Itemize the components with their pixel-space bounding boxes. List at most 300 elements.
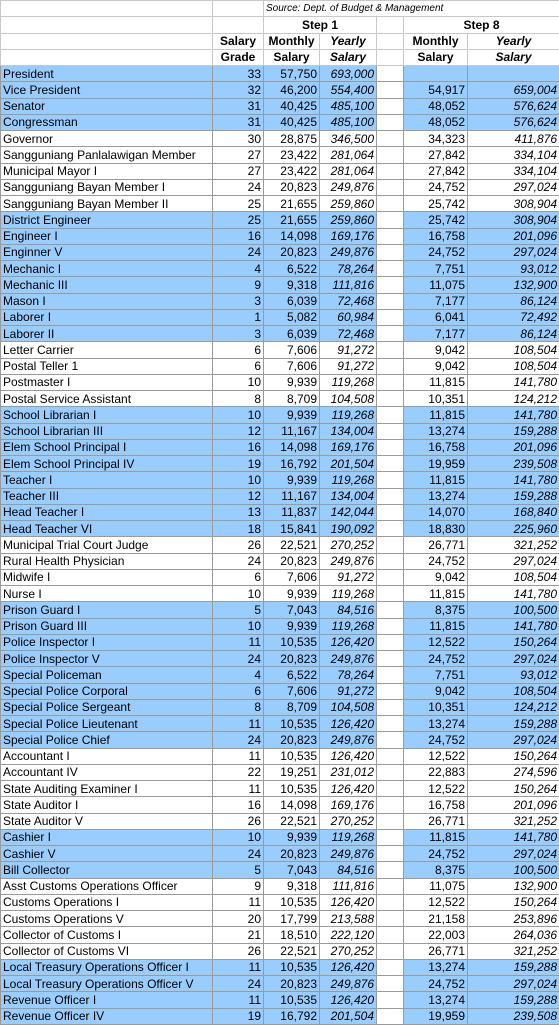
grade-cell: 5 bbox=[213, 602, 264, 618]
step8-yearly-cell: 264,036 bbox=[468, 927, 559, 943]
step8-yearly-cell: 124,212 bbox=[468, 699, 559, 715]
grade-cell: 9 bbox=[213, 878, 264, 894]
table-row bbox=[1, 943, 559, 959]
spacer-cell bbox=[377, 634, 404, 650]
step8-yearly-cell: 201,096 bbox=[468, 797, 559, 813]
step8-yearly-cell: 108,504 bbox=[468, 569, 559, 585]
grade-cell: 22 bbox=[213, 764, 264, 780]
position-cell: Elem School Principal I bbox=[1, 439, 213, 455]
spacer-cell bbox=[377, 228, 404, 244]
step1-monthly-cell: 40,425 bbox=[264, 98, 320, 114]
spacer-cell bbox=[377, 569, 404, 585]
step8-monthly-cell: 12,522 bbox=[404, 748, 468, 764]
position-cell: Cashier V bbox=[1, 846, 213, 862]
table-row bbox=[1, 618, 559, 634]
step1-monthly-cell: 10,535 bbox=[264, 959, 320, 975]
table-row bbox=[1, 98, 559, 114]
step8-monthly-cell: 11,815 bbox=[404, 407, 468, 423]
step1-monthly-cell: 10,535 bbox=[264, 634, 320, 650]
step8-monthly-cell: 16,758 bbox=[404, 797, 468, 813]
step8-monthly-cell: 19,959 bbox=[404, 1008, 468, 1024]
spacer-cell bbox=[377, 326, 404, 342]
step1-yearly-cell: 281,064 bbox=[320, 163, 377, 179]
table-row bbox=[1, 651, 559, 667]
step1-monthly-cell: 9,939 bbox=[264, 586, 320, 602]
spacer-cell bbox=[377, 716, 404, 732]
grade-cell: 32 bbox=[213, 82, 264, 98]
step8-monthly-cell: 11,815 bbox=[404, 472, 468, 488]
position-cell: Local Treasury Operations Officer V bbox=[1, 976, 213, 992]
step1-monthly-cell: 20,823 bbox=[264, 846, 320, 862]
step8-monthly-cell: 9,042 bbox=[404, 683, 468, 699]
step1-monthly-cell: 11,837 bbox=[264, 504, 320, 520]
step1-monthly-cell: 18,510 bbox=[264, 927, 320, 943]
spacer-cell bbox=[377, 179, 404, 195]
table-row bbox=[1, 407, 559, 423]
step1-yearly-cell: 346,500 bbox=[320, 131, 377, 147]
grade-cell: 16 bbox=[213, 439, 264, 455]
step1-yearly-cell: 60,984 bbox=[320, 309, 377, 325]
grade-cell: 24 bbox=[213, 732, 264, 748]
table-row bbox=[1, 634, 559, 650]
position-cell: Special Police Lieutenant bbox=[1, 716, 213, 732]
position-cell: Teacher III bbox=[1, 488, 213, 504]
table-row bbox=[1, 504, 559, 520]
step1-yearly-cell: 104,508 bbox=[320, 699, 377, 715]
step1-monthly-cell: 7,043 bbox=[264, 602, 320, 618]
grade-cell: 3 bbox=[213, 326, 264, 342]
spacer-cell bbox=[377, 114, 404, 130]
step8-monthly-cell: 25,742 bbox=[404, 212, 468, 228]
position-cell: School Librarian III bbox=[1, 423, 213, 439]
grade-cell: 30 bbox=[213, 131, 264, 147]
step8-monthly-cell: 24,752 bbox=[404, 244, 468, 260]
position-cell: Mason I bbox=[1, 293, 213, 309]
position-cell: Special Police Chief bbox=[1, 732, 213, 748]
step1-monthly-cell: 6,039 bbox=[264, 293, 320, 309]
step8-header: Step 8 bbox=[404, 17, 559, 33]
step1-monthly-cell: 9,939 bbox=[264, 407, 320, 423]
step8-monthly-cell: 27,842 bbox=[404, 163, 468, 179]
position-cell: Municipal Mayor I bbox=[1, 163, 213, 179]
step1-monthly-cell: 7,606 bbox=[264, 569, 320, 585]
step1-monthly-cell: 16,792 bbox=[264, 456, 320, 472]
position-cell: Midwife I bbox=[1, 569, 213, 585]
grade-cell: 10 bbox=[213, 618, 264, 634]
table-row bbox=[1, 423, 559, 439]
table-row bbox=[1, 358, 559, 374]
table-row bbox=[1, 862, 559, 878]
step8-monthly-cell: 11,815 bbox=[404, 374, 468, 390]
step1-yearly-cell: 222,120 bbox=[320, 927, 377, 943]
step1-yearly-cell: 693,000 bbox=[320, 66, 377, 82]
grade-cell: 13 bbox=[213, 504, 264, 520]
step1-yearly-cell: 270,252 bbox=[320, 943, 377, 959]
position-cell: Customs Operations V bbox=[1, 911, 213, 927]
step1-monthly-cell: 6,039 bbox=[264, 326, 320, 342]
step1-monthly-cell: 7,606 bbox=[264, 358, 320, 374]
spacer-cell bbox=[377, 797, 404, 813]
table-row bbox=[1, 212, 559, 228]
step8-yearly-cell bbox=[468, 66, 559, 82]
table-row bbox=[1, 391, 559, 407]
step8-monthly-cell: 22,003 bbox=[404, 927, 468, 943]
step1-monthly-cell: 20,823 bbox=[264, 651, 320, 667]
step8-yearly-cell: 159,288 bbox=[468, 992, 559, 1008]
grade-cell: 10 bbox=[213, 586, 264, 602]
table-row bbox=[1, 732, 559, 748]
grade-cell: 11 bbox=[213, 748, 264, 764]
table-row bbox=[1, 456, 559, 472]
grade-cell: 24 bbox=[213, 553, 264, 569]
spacer-cell bbox=[377, 943, 404, 959]
step8-monthly-cell: 12,522 bbox=[404, 894, 468, 910]
grade-cell: 19 bbox=[213, 1008, 264, 1024]
grade-cell: 24 bbox=[213, 976, 264, 992]
grade-cell: 25 bbox=[213, 196, 264, 212]
step1-yearly-cell: 126,420 bbox=[320, 634, 377, 650]
step8-yearly-header-2: Salary bbox=[468, 49, 559, 65]
table-row bbox=[1, 911, 559, 927]
step1-yearly-cell: 213,588 bbox=[320, 911, 377, 927]
step8-monthly-cell: 9,042 bbox=[404, 342, 468, 358]
step8-monthly-cell: 26,771 bbox=[404, 813, 468, 829]
spacer-cell bbox=[377, 147, 404, 163]
step1-yearly-cell: 126,420 bbox=[320, 748, 377, 764]
step1-yearly-cell: 119,268 bbox=[320, 586, 377, 602]
step1-monthly-cell: 6,522 bbox=[264, 261, 320, 277]
step8-monthly-cell: 13,274 bbox=[404, 959, 468, 975]
spacer-cell bbox=[377, 699, 404, 715]
step8-yearly-cell: 297,024 bbox=[468, 651, 559, 667]
grade-cell: 16 bbox=[213, 797, 264, 813]
step8-yearly-cell: 321,252 bbox=[468, 537, 559, 553]
position-cell: Special Police Corporal bbox=[1, 683, 213, 699]
position-cell: Accountant I bbox=[1, 748, 213, 764]
position-cell: Mechanic III bbox=[1, 277, 213, 293]
step8-monthly-cell: 24,752 bbox=[404, 732, 468, 748]
grade-cell: 10 bbox=[213, 829, 264, 845]
position-cell: Letter Carrier bbox=[1, 342, 213, 358]
step1-monthly-cell: 8,709 bbox=[264, 391, 320, 407]
position-cell: President bbox=[1, 66, 213, 82]
grade-cell: 12 bbox=[213, 423, 264, 439]
step1-yearly-cell: 72,468 bbox=[320, 326, 377, 342]
position-cell: Police Inspector V bbox=[1, 651, 213, 667]
step8-monthly-cell: 24,752 bbox=[404, 846, 468, 862]
step8-monthly-header-2: Salary bbox=[404, 49, 468, 65]
position-cell: District Engineer bbox=[1, 212, 213, 228]
grade-cell: 10 bbox=[213, 472, 264, 488]
spacer-cell bbox=[377, 456, 404, 472]
step1-yearly-cell: 126,420 bbox=[320, 781, 377, 797]
grade-cell: 3 bbox=[213, 293, 264, 309]
step8-yearly-cell: 100,500 bbox=[468, 862, 559, 878]
position-cell: Collector of Customs I bbox=[1, 927, 213, 943]
step8-yearly-cell: 274,596 bbox=[468, 764, 559, 780]
table-row bbox=[1, 878, 559, 894]
spacer-cell bbox=[377, 553, 404, 569]
spacer-cell bbox=[377, 959, 404, 975]
step1-yearly-cell: 485,100 bbox=[320, 114, 377, 130]
position-cell: Prison Guard I bbox=[1, 602, 213, 618]
step8-monthly-cell: 13,274 bbox=[404, 716, 468, 732]
step8-yearly-cell: 659,004 bbox=[468, 82, 559, 98]
position-cell: Vice President bbox=[1, 82, 213, 98]
spacer-cell bbox=[377, 537, 404, 553]
step8-yearly-cell: 576,624 bbox=[468, 114, 559, 130]
step1-yearly-header: Yearly bbox=[320, 33, 377, 49]
spacer-cell bbox=[377, 651, 404, 667]
position-cell: Asst Customs Operations Officer bbox=[1, 878, 213, 894]
step8-yearly-cell: 297,024 bbox=[468, 732, 559, 748]
step8-monthly-header: Monthly bbox=[404, 33, 468, 49]
step8-yearly-cell: 334,104 bbox=[468, 163, 559, 179]
spacer-cell bbox=[377, 781, 404, 797]
position-cell: State Auditor I bbox=[1, 797, 213, 813]
step1-monthly-cell: 14,098 bbox=[264, 228, 320, 244]
step8-monthly-cell: 24,752 bbox=[404, 651, 468, 667]
spacer-cell bbox=[377, 927, 404, 943]
grade-cell: 24 bbox=[213, 651, 264, 667]
step1-monthly-cell: 20,823 bbox=[264, 732, 320, 748]
step1-yearly-cell: 201,504 bbox=[320, 456, 377, 472]
table-row bbox=[1, 309, 559, 325]
table-row bbox=[1, 569, 559, 585]
position-cell: Sangguniang Panlalawigan Member bbox=[1, 147, 213, 163]
salary-rows bbox=[1, 66, 559, 1025]
grade-cell: 21 bbox=[213, 927, 264, 943]
step8-yearly-cell: 334,104 bbox=[468, 147, 559, 163]
step1-yearly-cell: 270,252 bbox=[320, 813, 377, 829]
step1-yearly-cell: 72,468 bbox=[320, 293, 377, 309]
step8-yearly-cell: 253,896 bbox=[468, 911, 559, 927]
table-row bbox=[1, 602, 559, 618]
position-cell: Accountant IV bbox=[1, 764, 213, 780]
spacer-cell bbox=[377, 878, 404, 894]
position-cell: Revenue Officer I bbox=[1, 992, 213, 1008]
step8-monthly-cell: 27,842 bbox=[404, 147, 468, 163]
step8-yearly-cell: 141,780 bbox=[468, 472, 559, 488]
position-cell: Enginner V bbox=[1, 244, 213, 260]
step1-yearly-cell: 142,044 bbox=[320, 504, 377, 520]
spacer-cell bbox=[377, 862, 404, 878]
step8-yearly-cell: 100,500 bbox=[468, 602, 559, 618]
table-row bbox=[1, 261, 559, 277]
grade-cell: 27 bbox=[213, 163, 264, 179]
step8-yearly-cell: 108,504 bbox=[468, 683, 559, 699]
position-cell: Head Teacher VI bbox=[1, 521, 213, 537]
step8-monthly-cell: 9,042 bbox=[404, 358, 468, 374]
step8-yearly-cell: 150,264 bbox=[468, 748, 559, 764]
table-row bbox=[1, 813, 559, 829]
step1-monthly-cell: 23,422 bbox=[264, 147, 320, 163]
step1-yearly-cell: 134,004 bbox=[320, 423, 377, 439]
step1-yearly-cell: 84,516 bbox=[320, 862, 377, 878]
step1-monthly-cell: 9,318 bbox=[264, 878, 320, 894]
step8-yearly-cell: 411,876 bbox=[468, 131, 559, 147]
step8-yearly-cell: 159,288 bbox=[468, 716, 559, 732]
spacer-cell bbox=[377, 683, 404, 699]
step1-monthly-cell: 57,750 bbox=[264, 66, 320, 82]
step8-yearly-cell: 297,024 bbox=[468, 553, 559, 569]
step8-yearly-cell: 141,780 bbox=[468, 586, 559, 602]
table-row bbox=[1, 716, 559, 732]
step1-monthly-cell: 9,939 bbox=[264, 374, 320, 390]
step1-monthly-cell: 22,521 bbox=[264, 943, 320, 959]
step8-monthly-cell: 11,075 bbox=[404, 878, 468, 894]
step1-monthly-cell: 46,200 bbox=[264, 82, 320, 98]
spacer-cell bbox=[377, 976, 404, 992]
step1-monthly-cell: 20,823 bbox=[264, 553, 320, 569]
grade-cell: 5 bbox=[213, 862, 264, 878]
step8-monthly-cell: 16,758 bbox=[404, 228, 468, 244]
header-row-source bbox=[1, 1, 559, 17]
step1-yearly-cell: 78,264 bbox=[320, 261, 377, 277]
grade-cell: 16 bbox=[213, 228, 264, 244]
position-cell: Local Treasury Operations Officer I bbox=[1, 959, 213, 975]
step1-monthly-cell: 40,425 bbox=[264, 114, 320, 130]
position-cell: Laborer I bbox=[1, 309, 213, 325]
position-cell: Senator bbox=[1, 98, 213, 114]
step1-monthly-cell: 21,655 bbox=[264, 196, 320, 212]
step8-yearly-cell: 297,024 bbox=[468, 846, 559, 862]
table-row bbox=[1, 196, 559, 212]
step1-monthly-cell: 10,535 bbox=[264, 894, 320, 910]
step8-yearly-cell: 225,960 bbox=[468, 521, 559, 537]
table-row bbox=[1, 114, 559, 130]
position-cell: Special Policeman bbox=[1, 667, 213, 683]
position-cell: Collector of Customs VI bbox=[1, 943, 213, 959]
step8-monthly-cell: 48,052 bbox=[404, 98, 468, 114]
step8-yearly-cell: 124,212 bbox=[468, 391, 559, 407]
position-cell: State Auditing Examiner I bbox=[1, 781, 213, 797]
step8-yearly-cell: 201,096 bbox=[468, 439, 559, 455]
position-cell: Elem School Principal IV bbox=[1, 456, 213, 472]
grade-cell: 6 bbox=[213, 358, 264, 374]
step1-yearly-cell: 119,268 bbox=[320, 618, 377, 634]
step1-yearly-cell: 281,064 bbox=[320, 147, 377, 163]
step8-monthly-cell: 24,752 bbox=[404, 976, 468, 992]
table-row bbox=[1, 326, 559, 342]
table-row bbox=[1, 488, 559, 504]
table-row bbox=[1, 992, 559, 1008]
step1-monthly-cell: 10,535 bbox=[264, 992, 320, 1008]
position-cell: Engineer I bbox=[1, 228, 213, 244]
spacer-cell bbox=[377, 732, 404, 748]
source-note: Source: Dept. of Budget & Management bbox=[264, 1, 559, 17]
step1-yearly-cell: 111,816 bbox=[320, 277, 377, 293]
table-row bbox=[1, 277, 559, 293]
grade-cell: 24 bbox=[213, 244, 264, 260]
step1-yearly-cell: 84,516 bbox=[320, 602, 377, 618]
grade-cell: 26 bbox=[213, 943, 264, 959]
step1-monthly-cell: 9,939 bbox=[264, 829, 320, 845]
position-cell: Congressman bbox=[1, 114, 213, 130]
step8-monthly-cell: 12,522 bbox=[404, 634, 468, 650]
step1-header: Step 1 bbox=[264, 17, 377, 33]
step1-yearly-cell: 119,268 bbox=[320, 472, 377, 488]
position-cell: Head Teacher I bbox=[1, 504, 213, 520]
header-row-steps bbox=[1, 17, 559, 33]
step1-monthly-cell: 7,606 bbox=[264, 342, 320, 358]
spacer-cell bbox=[377, 98, 404, 114]
step1-yearly-cell: 201,504 bbox=[320, 1008, 377, 1024]
step8-yearly-cell: 108,504 bbox=[468, 342, 559, 358]
grade-cell: 1 bbox=[213, 309, 264, 325]
step1-yearly-cell: 249,876 bbox=[320, 179, 377, 195]
step8-yearly-cell: 132,900 bbox=[468, 277, 559, 293]
step1-monthly-cell: 22,521 bbox=[264, 813, 320, 829]
position-cell: Customs Operations I bbox=[1, 894, 213, 910]
step8-yearly-cell: 150,264 bbox=[468, 634, 559, 650]
step8-yearly-cell: 168,840 bbox=[468, 504, 559, 520]
table-row bbox=[1, 293, 559, 309]
step8-monthly-cell: 9,042 bbox=[404, 569, 468, 585]
step1-monthly-header-2: Salary bbox=[264, 49, 320, 65]
step8-yearly-cell: 150,264 bbox=[468, 894, 559, 910]
step1-monthly-cell: 10,535 bbox=[264, 748, 320, 764]
spacer-cell bbox=[377, 293, 404, 309]
grade-cell: 6 bbox=[213, 569, 264, 585]
step1-yearly-cell: 485,100 bbox=[320, 98, 377, 114]
table-row bbox=[1, 66, 559, 82]
step8-yearly-cell: 308,904 bbox=[468, 196, 559, 212]
grade-cell: 33 bbox=[213, 66, 264, 82]
step8-yearly-cell: 108,504 bbox=[468, 358, 559, 374]
table-row bbox=[1, 1008, 559, 1024]
step8-yearly-cell: 141,780 bbox=[468, 618, 559, 634]
step1-monthly-cell: 28,875 bbox=[264, 131, 320, 147]
step8-monthly-cell: 11,815 bbox=[404, 618, 468, 634]
step8-monthly-cell: 11,815 bbox=[404, 829, 468, 845]
step1-monthly-cell: 9,939 bbox=[264, 618, 320, 634]
step8-yearly-cell: 201,096 bbox=[468, 228, 559, 244]
spacer-cell bbox=[377, 1008, 404, 1024]
grade-cell: 6 bbox=[213, 683, 264, 699]
grade-cell: 26 bbox=[213, 537, 264, 553]
position-cell: Cashier I bbox=[1, 829, 213, 845]
step8-monthly-cell: 7,751 bbox=[404, 261, 468, 277]
step8-yearly-header: Yearly bbox=[468, 33, 559, 49]
table-row bbox=[1, 667, 559, 683]
step8-yearly-cell: 297,024 bbox=[468, 976, 559, 992]
step8-monthly-cell: 26,771 bbox=[404, 943, 468, 959]
position-cell: Sangguniang Bayan Member I bbox=[1, 179, 213, 195]
spacer-cell bbox=[377, 602, 404, 618]
step8-monthly-cell: 34,323 bbox=[404, 131, 468, 147]
position-cell: Mechanic I bbox=[1, 261, 213, 277]
table-row bbox=[1, 894, 559, 910]
step1-monthly-cell: 20,823 bbox=[264, 179, 320, 195]
grade-cell: 8 bbox=[213, 699, 264, 715]
spacer-cell bbox=[377, 131, 404, 147]
step1-yearly-cell: 231,012 bbox=[320, 764, 377, 780]
step1-yearly-cell: 249,876 bbox=[320, 651, 377, 667]
table-row bbox=[1, 553, 559, 569]
step8-monthly-cell: 54,917 bbox=[404, 82, 468, 98]
step1-monthly-cell: 9,939 bbox=[264, 472, 320, 488]
grade-cell: 10 bbox=[213, 407, 264, 423]
position-cell: Municipal Trial Court Judge bbox=[1, 537, 213, 553]
step8-yearly-cell: 321,252 bbox=[468, 943, 559, 959]
grade-cell: 6 bbox=[213, 342, 264, 358]
table-row bbox=[1, 163, 559, 179]
spacer-cell bbox=[377, 277, 404, 293]
step1-yearly-cell: 119,268 bbox=[320, 374, 377, 390]
step1-yearly-cell: 190,092 bbox=[320, 521, 377, 537]
step8-monthly-cell: 12,522 bbox=[404, 781, 468, 797]
